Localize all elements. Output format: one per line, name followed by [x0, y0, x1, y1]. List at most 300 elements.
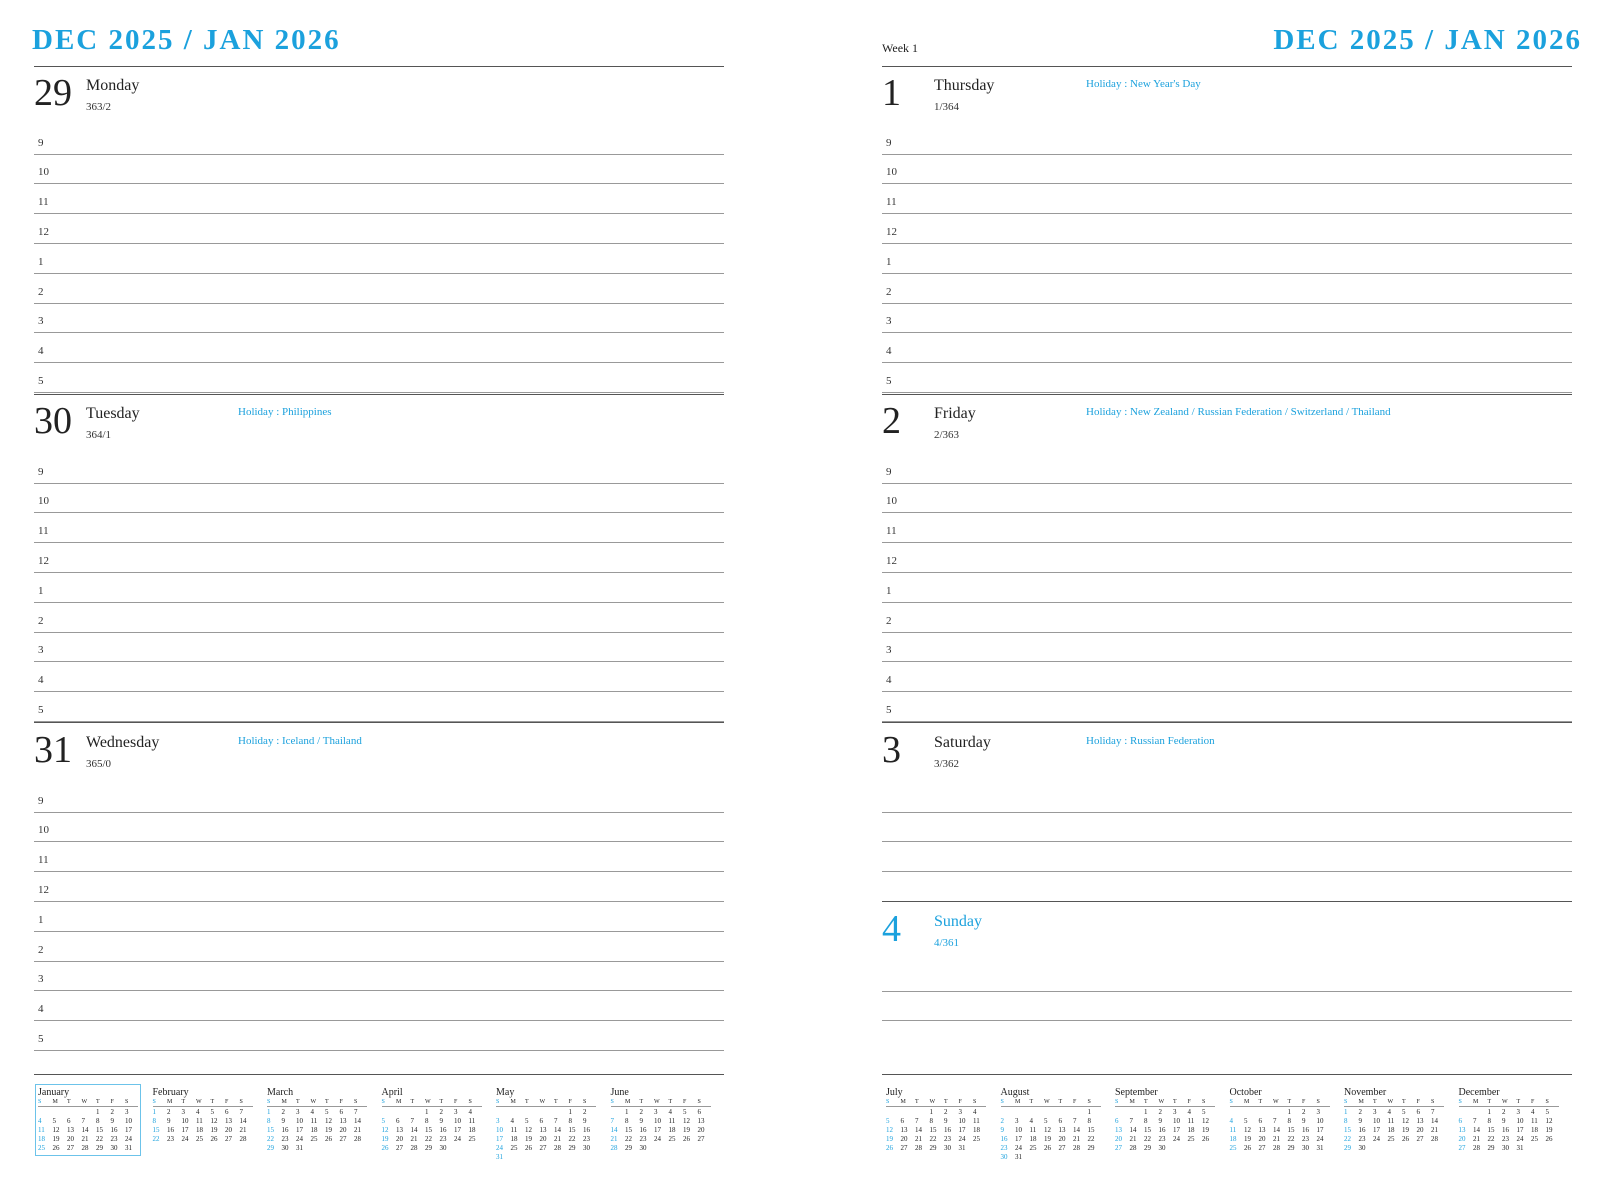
date-cell[interactable]: 8 — [1344, 1117, 1348, 1125]
hour-row[interactable] — [34, 154, 724, 185]
date-cell[interactable]: 27 — [1115, 1144, 1122, 1152]
date-cell[interactable]: 19 — [1202, 1126, 1209, 1134]
date-cell[interactable]: 21 — [554, 1135, 561, 1143]
date-cell[interactable]: 11 — [510, 1126, 518, 1134]
date-cell[interactable]: 10 — [181, 1117, 189, 1125]
date-cell[interactable]: 25 — [1029, 1144, 1037, 1152]
date-cell[interactable]: 9 — [110, 1117, 114, 1125]
date-cell[interactable]: 12 — [325, 1117, 332, 1125]
date-cell[interactable]: 27 — [539, 1144, 547, 1152]
date-cell[interactable]: 18 — [1029, 1135, 1037, 1143]
date-cell[interactable]: 11 — [668, 1117, 676, 1125]
date-cell[interactable]: 27 — [396, 1144, 403, 1152]
date-cell[interactable]: 3 — [1516, 1108, 1520, 1116]
date-cell[interactable]: 15 — [425, 1126, 432, 1134]
date-cell[interactable]: 12 — [210, 1117, 218, 1125]
date-cell[interactable]: 12 — [1545, 1117, 1553, 1125]
date-cell[interactable]: 2 — [439, 1108, 443, 1116]
date-cell[interactable]: 29 — [1287, 1144, 1295, 1152]
hour-row[interactable] — [882, 333, 1572, 364]
hour-row[interactable] — [882, 572, 1572, 603]
date-cell[interactable]: 14 — [1073, 1126, 1080, 1134]
date-cell[interactable]: 25 — [1387, 1135, 1395, 1143]
date-cell[interactable]: 1 — [568, 1108, 572, 1116]
date-cell[interactable]: 24 — [454, 1135, 461, 1143]
date-cell[interactable]: 5 — [210, 1108, 214, 1116]
hour-row[interactable] — [882, 991, 1572, 1022]
date-cell[interactable]: 18 — [668, 1126, 676, 1134]
date-cell[interactable]: 10 — [1173, 1117, 1180, 1125]
date-cell[interactable]: 20 — [1416, 1126, 1424, 1134]
mini-month[interactable] — [1001, 1087, 1101, 1162]
date-cell[interactable]: 8 — [1087, 1117, 1091, 1125]
date-cell[interactable]: 7 — [410, 1117, 414, 1125]
date-cell[interactable]: 1 — [152, 1108, 156, 1116]
date-cell[interactable]: 8 — [267, 1117, 271, 1125]
date-cell[interactable]: 16 — [1000, 1135, 1008, 1143]
date-cell[interactable]: 24 — [1173, 1135, 1180, 1143]
date-cell[interactable]: 13 — [1258, 1126, 1266, 1134]
date-cell[interactable]: 8 — [568, 1117, 572, 1125]
date-cell[interactable]: 4 — [1187, 1108, 1191, 1116]
date-cell[interactable]: 12 — [886, 1126, 893, 1134]
date-cell[interactable]: 24 — [125, 1135, 132, 1143]
date-cell[interactable]: 10 — [1373, 1117, 1380, 1125]
mini-month[interactable] — [611, 1087, 711, 1153]
date-cell[interactable]: 17 — [654, 1126, 661, 1134]
date-cell[interactable]: 19 — [1545, 1126, 1553, 1134]
hour-row[interactable] — [34, 483, 724, 514]
date-cell[interactable]: 7 — [81, 1117, 85, 1125]
hour-row[interactable] — [34, 333, 724, 364]
date-cell[interactable]: 31 — [1516, 1144, 1524, 1152]
hour-row[interactable] — [34, 812, 724, 843]
date-cell[interactable]: 16 — [639, 1126, 647, 1134]
date-cell[interactable]: 6 — [1416, 1108, 1420, 1116]
date-cell[interactable]: 24 — [1316, 1135, 1324, 1143]
hour-row[interactable] — [882, 124, 1572, 155]
date-cell[interactable]: 10 — [654, 1117, 661, 1125]
date-cell[interactable]: 22 — [1144, 1135, 1151, 1143]
date-cell[interactable]: 29 — [1087, 1144, 1095, 1152]
date-cell[interactable]: 11 — [196, 1117, 203, 1125]
date-cell[interactable]: 16 — [110, 1126, 118, 1134]
date-cell[interactable]: 12 — [52, 1126, 60, 1134]
date-cell[interactable]: 19 — [210, 1126, 218, 1134]
date-cell[interactable]: 8 — [425, 1117, 429, 1125]
date-cell[interactable]: 20 — [1458, 1135, 1466, 1143]
date-cell[interactable]: 18 — [310, 1126, 318, 1134]
date-cell[interactable]: 2 — [110, 1108, 114, 1116]
date-cell[interactable]: 25 — [1229, 1144, 1237, 1152]
date-cell[interactable]: 14 — [1129, 1126, 1137, 1134]
date-cell[interactable]: 24 — [296, 1135, 303, 1143]
date-cell[interactable]: 25 — [510, 1144, 518, 1152]
date-cell[interactable]: 13 — [1058, 1126, 1066, 1134]
date-cell[interactable]: 8 — [1144, 1117, 1148, 1125]
hour-row[interactable] — [34, 662, 724, 693]
date-cell[interactable]: 20 — [1258, 1135, 1266, 1143]
date-cell[interactable]: 23 — [944, 1135, 951, 1143]
date-cell[interactable]: 17 — [496, 1135, 503, 1143]
date-cell[interactable]: 7 — [1473, 1117, 1477, 1125]
hour-row[interactable] — [34, 243, 724, 274]
date-cell[interactable]: 22 — [1344, 1135, 1351, 1143]
date-cell[interactable]: 2 — [1502, 1108, 1506, 1116]
date-cell[interactable]: 16 — [944, 1126, 951, 1134]
date-cell[interactable]: 25 — [668, 1135, 676, 1143]
mini-month[interactable] — [382, 1087, 482, 1153]
date-cell[interactable]: 4 — [196, 1108, 200, 1116]
date-cell[interactable]: 1 — [267, 1108, 271, 1116]
date-cell[interactable]: 20 — [339, 1126, 347, 1134]
hour-row[interactable] — [882, 782, 1572, 813]
date-cell[interactable]: 17 — [958, 1126, 966, 1134]
date-cell[interactable]: 5 — [1044, 1117, 1048, 1125]
date-cell[interactable]: 2 — [1158, 1108, 1162, 1116]
date-cell[interactable]: 14 — [410, 1126, 418, 1134]
date-cell[interactable]: 1 — [1087, 1108, 1091, 1116]
date-cell[interactable]: 21 — [610, 1135, 618, 1143]
hour-row[interactable] — [882, 303, 1572, 334]
date-cell[interactable]: 5 — [381, 1117, 385, 1125]
hour-row[interactable] — [882, 362, 1572, 393]
date-cell[interactable]: 9 — [639, 1117, 643, 1125]
hour-row[interactable] — [882, 812, 1572, 843]
date-cell[interactable]: 22 — [425, 1135, 432, 1143]
date-cell[interactable]: 15 — [96, 1126, 103, 1134]
date-cell[interactable]: 13 — [1458, 1126, 1466, 1134]
date-cell[interactable]: 28 — [554, 1144, 561, 1152]
date-cell[interactable]: 14 — [1273, 1126, 1280, 1134]
date-cell[interactable]: 5 — [886, 1117, 890, 1125]
date-cell[interactable]: 21 — [410, 1135, 418, 1143]
hour-row[interactable] — [34, 842, 724, 873]
hour-row[interactable] — [882, 602, 1572, 633]
date-cell[interactable]: 7 — [1273, 1117, 1277, 1125]
date-cell[interactable]: 22 — [1287, 1135, 1295, 1143]
date-cell[interactable]: 22 — [625, 1135, 632, 1143]
date-cell[interactable]: 20 — [67, 1135, 74, 1143]
date-cell[interactable]: 23 — [281, 1135, 289, 1143]
date-cell[interactable]: 3 — [1015, 1117, 1019, 1125]
date-cell[interactable]: 12 — [381, 1126, 389, 1134]
hour-row[interactable] — [882, 542, 1572, 573]
date-cell[interactable]: 14 — [554, 1126, 561, 1134]
date-cell[interactable]: 14 — [1431, 1117, 1438, 1125]
date-cell[interactable]: 21 — [81, 1135, 89, 1143]
date-cell[interactable]: 23 — [639, 1135, 647, 1143]
date-cell[interactable]: 29 — [96, 1144, 103, 1152]
hour-row[interactable] — [34, 124, 724, 155]
date-cell[interactable]: 1 — [1344, 1108, 1348, 1116]
date-cell[interactable]: 19 — [325, 1126, 332, 1134]
date-cell[interactable]: 10 — [1015, 1126, 1022, 1134]
date-cell[interactable]: 17 — [1015, 1135, 1022, 1143]
date-cell[interactable]: 26 — [1202, 1135, 1209, 1143]
date-cell[interactable]: 29 — [1487, 1144, 1495, 1152]
date-cell[interactable]: 3 — [125, 1108, 129, 1116]
date-cell[interactable]: 27 — [697, 1135, 705, 1143]
date-cell[interactable]: 23 — [1358, 1135, 1366, 1143]
date-cell[interactable]: 23 — [1302, 1135, 1309, 1143]
date-cell[interactable]: 27 — [1058, 1144, 1066, 1152]
date-cell[interactable]: 13 — [396, 1126, 403, 1134]
date-cell[interactable]: 11 — [1531, 1117, 1538, 1125]
date-cell[interactable]: 7 — [915, 1117, 919, 1125]
date-cell[interactable]: 1 — [625, 1108, 629, 1116]
date-cell[interactable]: 4 — [1531, 1108, 1535, 1116]
date-cell[interactable]: 21 — [1073, 1135, 1080, 1143]
date-cell[interactable]: 23 — [1000, 1144, 1008, 1152]
date-cell[interactable]: 15 — [1087, 1126, 1095, 1134]
date-cell[interactable]: 15 — [1487, 1126, 1495, 1134]
date-cell[interactable]: 1 — [96, 1108, 100, 1116]
date-cell[interactable]: 8 — [1287, 1117, 1291, 1125]
date-cell[interactable]: 5 — [1402, 1108, 1406, 1116]
hour-row[interactable] — [882, 632, 1572, 663]
date-cell[interactable]: 28 — [81, 1144, 89, 1152]
date-cell[interactable]: 9 — [1000, 1126, 1004, 1134]
date-cell[interactable]: 20 — [396, 1135, 403, 1143]
date-cell[interactable]: 3 — [1316, 1108, 1320, 1116]
date-cell[interactable]: 9 — [1358, 1117, 1362, 1125]
date-cell[interactable]: 7 — [554, 1117, 558, 1125]
date-cell[interactable]: 15 — [625, 1126, 632, 1134]
hour-row[interactable] — [34, 901, 724, 932]
hour-row[interactable] — [882, 513, 1572, 544]
date-cell[interactable]: 1 — [1144, 1108, 1148, 1116]
date-cell[interactable]: 7 — [610, 1117, 614, 1125]
hour-row[interactable] — [34, 961, 724, 992]
date-cell[interactable]: 27 — [1458, 1144, 1466, 1152]
hour-row[interactable] — [882, 662, 1572, 693]
date-cell[interactable]: 14 — [1473, 1126, 1480, 1134]
date-cell[interactable]: 15 — [568, 1126, 576, 1134]
date-cell[interactable]: 9 — [1302, 1117, 1306, 1125]
date-cell[interactable]: 3 — [654, 1108, 658, 1116]
date-cell[interactable]: 29 — [1144, 1144, 1151, 1152]
date-cell[interactable]: 3 — [1173, 1108, 1177, 1116]
date-cell[interactable]: 24 — [1015, 1144, 1022, 1152]
date-cell[interactable]: 10 — [125, 1117, 132, 1125]
date-cell[interactable]: 24 — [654, 1135, 661, 1143]
hour-row[interactable] — [882, 184, 1572, 215]
date-cell[interactable]: 9 — [1158, 1117, 1162, 1125]
date-cell[interactable]: 5 — [683, 1108, 687, 1116]
date-cell[interactable]: 28 — [1473, 1144, 1480, 1152]
date-cell[interactable]: 20 — [1115, 1135, 1122, 1143]
date-cell[interactable]: 20 — [225, 1126, 232, 1134]
date-cell[interactable]: 20 — [697, 1126, 705, 1134]
date-cell[interactable]: 26 — [1402, 1135, 1409, 1143]
date-cell[interactable]: 6 — [67, 1117, 71, 1125]
date-cell[interactable]: 25 — [468, 1135, 476, 1143]
date-cell[interactable]: 22 — [152, 1135, 160, 1143]
date-cell[interactable]: 24 — [496, 1144, 503, 1152]
date-cell[interactable]: 26 — [525, 1144, 532, 1152]
mini-month[interactable] — [1230, 1087, 1330, 1153]
date-cell[interactable]: 27 — [900, 1144, 908, 1152]
date-cell[interactable]: 4 — [468, 1108, 472, 1116]
date-cell[interactable]: 21 — [1273, 1135, 1280, 1143]
date-cell[interactable]: 2 — [583, 1108, 587, 1116]
date-cell[interactable]: 26 — [325, 1135, 332, 1143]
date-cell[interactable]: 16 — [1302, 1126, 1309, 1134]
date-cell[interactable]: 13 — [339, 1117, 347, 1125]
date-cell[interactable]: 31 — [1316, 1144, 1324, 1152]
date-cell[interactable]: 30 — [1302, 1144, 1309, 1152]
date-cell[interactable]: 9 — [583, 1117, 587, 1125]
date-cell[interactable]: 3 — [454, 1108, 458, 1116]
date-cell[interactable]: 17 — [454, 1126, 461, 1134]
hour-row[interactable] — [34, 213, 724, 244]
date-cell[interactable]: 31 — [125, 1144, 132, 1152]
date-cell[interactable]: 16 — [281, 1126, 289, 1134]
date-cell[interactable]: 2 — [281, 1108, 285, 1116]
date-cell[interactable]: 21 — [915, 1135, 922, 1143]
date-cell[interactable]: 23 — [583, 1135, 590, 1143]
date-cell[interactable]: 2 — [944, 1108, 948, 1116]
date-cell[interactable]: 31 — [958, 1144, 966, 1152]
date-cell[interactable]: 26 — [52, 1144, 60, 1152]
mini-month[interactable] — [886, 1087, 986, 1153]
date-cell[interactable]: 16 — [1158, 1126, 1166, 1134]
date-cell[interactable]: 26 — [1044, 1144, 1051, 1152]
date-cell[interactable]: 9 — [281, 1117, 285, 1125]
date-cell[interactable]: 19 — [381, 1135, 389, 1143]
date-cell[interactable]: 29 — [267, 1144, 274, 1152]
date-cell[interactable]: 12 — [683, 1117, 690, 1125]
mini-month[interactable] — [38, 1087, 138, 1153]
date-cell[interactable]: 9 — [944, 1117, 948, 1125]
date-cell[interactable]: 11 — [468, 1117, 476, 1125]
date-cell[interactable]: 11 — [973, 1117, 980, 1125]
date-cell[interactable]: 30 — [110, 1144, 118, 1152]
date-cell[interactable]: 14 — [239, 1117, 247, 1125]
hour-row[interactable] — [882, 453, 1572, 484]
date-cell[interactable]: 7 — [1129, 1117, 1133, 1125]
date-cell[interactable]: 10 — [454, 1117, 461, 1125]
date-cell[interactable]: 11 — [310, 1117, 318, 1125]
date-cell[interactable]: 6 — [339, 1108, 343, 1116]
date-cell[interactable]: 19 — [1244, 1135, 1251, 1143]
date-cell[interactable]: 4 — [1387, 1108, 1391, 1116]
date-cell[interactable]: 22 — [96, 1135, 103, 1143]
date-cell[interactable]: 9 — [1502, 1117, 1506, 1125]
date-cell[interactable]: 16 — [583, 1126, 590, 1134]
mini-month[interactable] — [1344, 1087, 1444, 1153]
date-cell[interactable]: 27 — [225, 1135, 232, 1143]
date-cell[interactable]: 14 — [354, 1117, 361, 1125]
date-cell[interactable]: 8 — [1487, 1117, 1491, 1125]
date-cell[interactable]: 27 — [1258, 1144, 1266, 1152]
date-cell[interactable]: 2 — [639, 1108, 643, 1116]
date-cell[interactable]: 9 — [167, 1117, 171, 1125]
mini-month[interactable] — [496, 1087, 596, 1162]
date-cell[interactable]: 6 — [900, 1117, 904, 1125]
hour-row[interactable] — [882, 213, 1572, 244]
date-cell[interactable]: 8 — [929, 1117, 933, 1125]
date-cell[interactable]: 13 — [225, 1117, 232, 1125]
date-cell[interactable]: 24 — [1373, 1135, 1380, 1143]
date-cell[interactable]: 27 — [67, 1144, 74, 1152]
date-cell[interactable]: 19 — [525, 1135, 532, 1143]
date-cell[interactable]: 14 — [610, 1126, 618, 1134]
date-cell[interactable]: 18 — [196, 1126, 203, 1134]
date-cell[interactable]: 19 — [1402, 1126, 1409, 1134]
date-cell[interactable]: 28 — [354, 1135, 361, 1143]
date-cell[interactable]: 18 — [1187, 1126, 1195, 1134]
date-cell[interactable]: 25 — [38, 1144, 45, 1152]
date-cell[interactable]: 25 — [196, 1135, 203, 1143]
date-cell[interactable]: 20 — [1058, 1135, 1066, 1143]
date-cell[interactable]: 4 — [310, 1108, 314, 1116]
date-cell[interactable]: 23 — [1502, 1135, 1509, 1143]
date-cell[interactable]: 28 — [1073, 1144, 1080, 1152]
date-cell[interactable]: 8 — [96, 1117, 100, 1125]
date-cell[interactable]: 18 — [1531, 1126, 1538, 1134]
date-cell[interactable]: 30 — [1158, 1144, 1166, 1152]
date-cell[interactable]: 16 — [167, 1126, 174, 1134]
date-cell[interactable]: 9 — [439, 1117, 443, 1125]
hour-row[interactable] — [34, 691, 724, 722]
date-cell[interactable]: 20 — [539, 1135, 547, 1143]
mini-month[interactable] — [153, 1087, 253, 1144]
date-cell[interactable]: 18 — [1387, 1126, 1395, 1134]
date-cell[interactable]: 30 — [639, 1144, 647, 1152]
hour-row[interactable] — [882, 243, 1572, 274]
date-cell[interactable]: 1 — [425, 1108, 429, 1116]
date-cell[interactable]: 15 — [1287, 1126, 1295, 1134]
date-cell[interactable]: 24 — [958, 1135, 966, 1143]
date-cell[interactable]: 14 — [915, 1126, 922, 1134]
date-cell[interactable]: 12 — [1044, 1126, 1051, 1134]
hour-row[interactable] — [34, 602, 724, 633]
date-cell[interactable]: 27 — [339, 1135, 347, 1143]
date-cell[interactable]: 15 — [152, 1126, 160, 1134]
date-cell[interactable]: 17 — [1173, 1126, 1180, 1134]
date-cell[interactable]: 30 — [281, 1144, 289, 1152]
mini-month[interactable] — [1115, 1087, 1215, 1153]
date-cell[interactable]: 3 — [181, 1108, 185, 1116]
hour-row[interactable] — [34, 184, 724, 215]
date-cell[interactable]: 15 — [267, 1126, 274, 1134]
date-cell[interactable]: 17 — [125, 1126, 132, 1134]
date-cell[interactable]: 26 — [210, 1135, 218, 1143]
date-cell[interactable]: 5 — [525, 1117, 529, 1125]
date-cell[interactable]: 26 — [1244, 1144, 1251, 1152]
date-cell[interactable]: 17 — [181, 1126, 189, 1134]
hour-row[interactable] — [882, 273, 1572, 304]
date-cell[interactable]: 10 — [296, 1117, 303, 1125]
date-cell[interactable]: 17 — [1373, 1126, 1380, 1134]
date-cell[interactable]: 21 — [1473, 1135, 1480, 1143]
hour-row[interactable] — [34, 513, 724, 544]
date-cell[interactable]: 27 — [1416, 1135, 1424, 1143]
date-cell[interactable]: 30 — [1358, 1144, 1366, 1152]
date-cell[interactable]: 4 — [1029, 1117, 1033, 1125]
hour-row[interactable] — [34, 542, 724, 573]
date-cell[interactable]: 8 — [625, 1117, 629, 1125]
date-cell[interactable]: 4 — [1229, 1117, 1233, 1125]
date-cell[interactable]: 13 — [697, 1117, 705, 1125]
date-cell[interactable]: 10 — [1516, 1117, 1524, 1125]
date-cell[interactable]: 11 — [38, 1126, 45, 1134]
date-cell[interactable]: 12 — [525, 1126, 532, 1134]
date-cell[interactable]: 25 — [1531, 1135, 1538, 1143]
date-cell[interactable]: 22 — [929, 1135, 937, 1143]
